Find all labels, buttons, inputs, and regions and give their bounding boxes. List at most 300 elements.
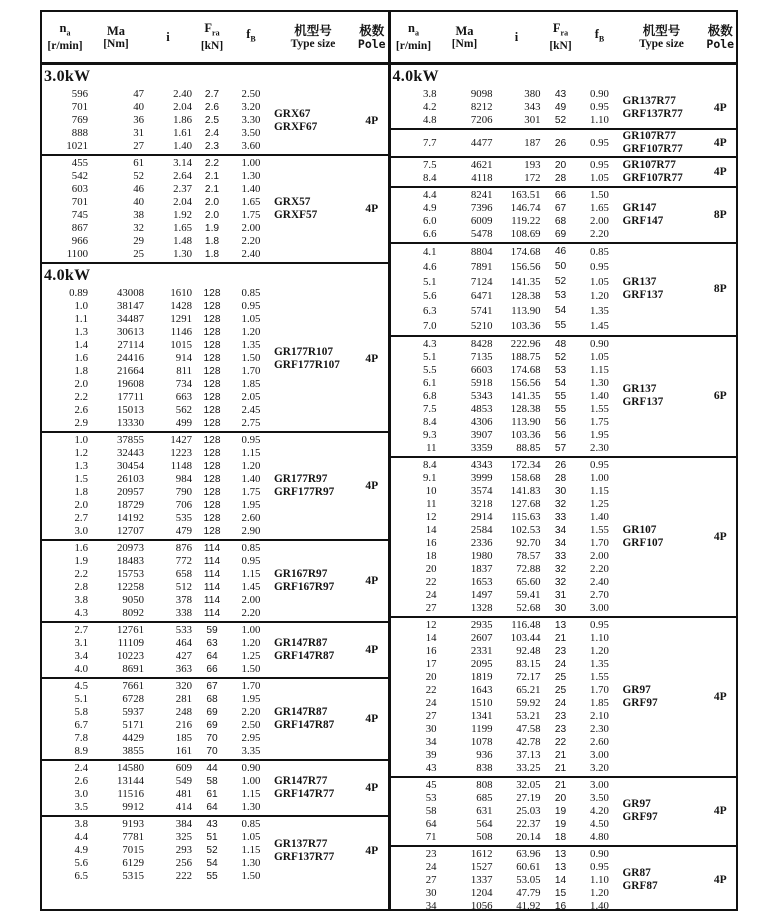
cell-na: 45 (425, 778, 437, 791)
column-header-type-size (270, 24, 356, 51)
cell-ma: 6009 (470, 215, 493, 227)
cell-ma: 4621 (470, 159, 493, 171)
cell-na: 27 (425, 601, 437, 614)
cell-i: 481 (175, 788, 192, 800)
cell-fra: 53 (554, 290, 567, 302)
cell-ma: 46 (133, 183, 144, 195)
cell-i: 52.68 (516, 601, 541, 614)
table-row (391, 736, 619, 749)
cell-fb: 1.20 (590, 886, 609, 899)
cell-fra: 30 (554, 485, 567, 497)
cell-fra: 25 (554, 671, 567, 683)
cell-na: 9.3 (423, 428, 437, 441)
cell-na: 1.8 (74, 365, 88, 377)
fb-subscript: B (250, 34, 256, 44)
cell-fra: 64 (206, 651, 218, 662)
cell-fb: 1.45 (241, 581, 261, 593)
table-row (391, 589, 619, 602)
cell-fra: 128 (203, 435, 221, 446)
cell-na: 6.8 (423, 389, 437, 402)
cell-i: 914 (175, 352, 192, 364)
cell-fra: 51 (206, 832, 218, 843)
cell-na: 5.8 (74, 706, 88, 718)
column-header-ma (88, 24, 144, 51)
column-header-row (42, 12, 388, 65)
table-row (42, 637, 270, 650)
cell-ma: 1199 (471, 722, 493, 735)
cell-ma: 4118 (471, 172, 493, 184)
cell-ma: 21664 (117, 365, 144, 377)
fra-symbol: F (552, 20, 561, 35)
cell-fb: 1.15 (241, 568, 261, 580)
cell-ma: 808 (476, 778, 493, 791)
fra-symbol: F (204, 20, 213, 35)
cell-ma: 1056 (470, 899, 493, 909)
cell-ma: 15753 (117, 568, 144, 580)
table-row (42, 365, 270, 378)
type-group (42, 817, 388, 884)
cell-fra: 53 (554, 364, 567, 376)
type-size-line: GRF97 (622, 811, 658, 824)
column-header-fra (192, 21, 232, 54)
cell-i: 222.96 (510, 337, 541, 350)
cell-ma: 34487 (117, 313, 144, 325)
power-section-title: 3.0kW (44, 68, 91, 85)
cell-fb: 2.20 (590, 562, 609, 575)
cell-i: 25.03 (516, 804, 541, 817)
group-number-block (391, 618, 619, 776)
cell-ma: 9050 (122, 594, 144, 606)
cell-fb: 2.30 (590, 722, 609, 735)
table-row (42, 313, 270, 326)
type-group (391, 244, 737, 337)
cell-i: 172.34 (510, 458, 541, 471)
cell-i: 320 (175, 680, 192, 692)
cell-fb: 3.35 (241, 745, 261, 757)
cell-fb: 1.40 (590, 510, 609, 523)
cell-fb: 3.00 (590, 748, 609, 761)
cell-i: 53.05 (516, 873, 541, 886)
type-size-line: GRF137R77 (622, 107, 683, 120)
cell-ma: 3218 (470, 497, 493, 510)
cell-i: 363 (175, 663, 192, 675)
cell-fb: 0.90 (590, 337, 609, 350)
group-number-block (42, 433, 270, 539)
cell-i: 72.17 (516, 670, 541, 683)
type-size-line: GRF177R97 (274, 486, 335, 498)
column-header-na (42, 21, 88, 54)
cell-fra: 114 (203, 608, 221, 619)
cell-na: 596 (71, 88, 88, 100)
ma-unit: [Nm] (451, 37, 478, 50)
cell-ma: 47 (133, 88, 144, 100)
cell-fra: 19 (554, 805, 567, 817)
table-row (391, 459, 619, 472)
table-row (42, 300, 270, 313)
cell-ma: 12258 (117, 581, 144, 593)
pole-label: 4P (713, 137, 727, 149)
cell-fra: 57 (554, 442, 567, 454)
cell-fb: 1.05 (590, 275, 609, 288)
cell-ma: 7396 (470, 202, 493, 214)
type-size-cn: 机型号 (294, 23, 332, 38)
cell-ma: 5171 (122, 719, 144, 731)
table-row (42, 624, 270, 637)
cell-na: 3.0 (74, 788, 88, 800)
cell-i: 163.51 (510, 189, 541, 201)
cell-fb: 1.25 (590, 497, 609, 510)
cell-i: 113.90 (511, 415, 541, 428)
table-row (42, 762, 270, 775)
cell-ma: 38147 (117, 300, 144, 312)
table-row (391, 524, 619, 537)
cell-na: 71 (425, 830, 437, 843)
table-row (391, 563, 619, 576)
cell-ma: 30613 (117, 326, 144, 338)
cell-na: 14 (425, 523, 437, 536)
cell-fb: 0.95 (241, 300, 261, 312)
table-row (42, 818, 270, 831)
table-row (391, 861, 619, 874)
table-row (42, 417, 270, 430)
cell-na: 18 (425, 549, 437, 562)
cell-fb: 0.95 (590, 101, 609, 113)
cell-fra: 128 (203, 392, 221, 403)
cell-fra: 33 (554, 550, 567, 562)
table-row (391, 831, 619, 844)
cell-fra: 128 (203, 448, 221, 459)
table-row (391, 792, 619, 805)
cell-fb: 1.65 (241, 196, 261, 208)
cell-fra: 128 (203, 461, 221, 472)
cell-i: 32.05 (516, 778, 541, 791)
cell-ma: 13144 (117, 775, 144, 787)
power-section-title: 4.0kW (392, 68, 439, 85)
type-size-label (619, 188, 705, 242)
cell-ma: 8804 (470, 246, 493, 258)
cell-fb: 0.90 (590, 847, 609, 860)
cell-fra: 2.1 (204, 171, 220, 182)
cell-fb: 1.20 (241, 460, 261, 472)
cell-na: 34 (425, 735, 437, 748)
cell-fra: 33 (554, 511, 567, 523)
cell-i: 1.48 (173, 235, 192, 247)
cell-ma: 1527 (470, 860, 493, 873)
cell-na: 4.2 (423, 101, 437, 113)
cell-i: 533 (175, 624, 192, 636)
cell-fra: 2.3 (204, 141, 220, 152)
cell-ma: 37855 (117, 434, 144, 446)
type-group (391, 618, 737, 778)
table-row (42, 196, 270, 209)
cell-i: 103.36 (510, 428, 541, 441)
cell-i: 384 (175, 818, 192, 830)
cell-ma: 1819 (470, 670, 493, 683)
cell-ma: 17711 (117, 391, 144, 403)
cell-fb: 2.20 (241, 235, 261, 247)
cell-fra: 49 (554, 102, 567, 113)
table-row (42, 650, 270, 663)
table-row (42, 326, 270, 339)
fra-unit: [kN] (200, 40, 224, 53)
table-row (391, 762, 619, 775)
cell-na: 6.7 (74, 719, 88, 731)
type-size-line: GR137 (622, 276, 657, 289)
cell-ma: 7661 (122, 680, 144, 692)
cell-ma: 11516 (117, 788, 144, 800)
cell-na: 1.0 (74, 300, 88, 312)
cell-fra: 24 (554, 658, 567, 670)
cell-i: 193 (524, 159, 541, 171)
group-number-block (391, 158, 619, 186)
cell-ma: 3999 (470, 471, 493, 484)
column-header-fra (541, 21, 581, 54)
table-row (391, 245, 619, 260)
cell-fra: 23 (554, 723, 567, 735)
pole-cn: 极数 (707, 23, 733, 38)
type-size-label (619, 158, 705, 186)
type-size-line: GRF97 (622, 696, 658, 709)
group-number-block (42, 156, 270, 262)
table-row (42, 434, 270, 447)
cell-fra: 13 (554, 619, 567, 631)
cell-na: 3.4 (74, 650, 88, 662)
cell-fra: 69 (206, 720, 218, 731)
table-row (42, 870, 270, 883)
table-row (42, 745, 270, 758)
cell-fb: 2.40 (241, 248, 261, 260)
cell-ma: 936 (476, 748, 493, 761)
cell-fb: 2.00 (590, 549, 609, 562)
cell-fra: 32 (554, 563, 567, 575)
cell-i: 479 (175, 525, 192, 537)
spec-table (40, 10, 738, 911)
group-number-block (42, 286, 270, 431)
cell-fb: 1.00 (241, 157, 261, 169)
table-row (42, 248, 270, 261)
pole-label: 4P (713, 805, 727, 818)
type-size-en: Type size (639, 37, 684, 50)
cell-fra: 114 (203, 595, 221, 606)
cell-fb: 1.00 (241, 624, 261, 636)
cell-ma: 2607 (470, 631, 493, 644)
type-size-label (270, 761, 356, 815)
pole-label: 4P (365, 644, 379, 656)
table-left-body (42, 65, 388, 909)
cell-fra: 31 (554, 589, 567, 601)
cell-fb: 1.70 (241, 365, 261, 377)
cell-fb: 1.50 (590, 189, 609, 201)
cell-fb: 1.85 (590, 696, 609, 709)
cell-fra: 2.1 (204, 184, 220, 195)
table-row (42, 499, 270, 512)
cell-na: 6.5 (74, 870, 88, 882)
cell-i: 562 (175, 404, 192, 416)
cell-na: 5.6 (74, 857, 88, 869)
cell-fb: 1.05 (241, 313, 261, 325)
cell-na: 5.1 (423, 350, 437, 363)
group-number-block (391, 847, 619, 909)
cell-na: 4.0 (74, 663, 88, 675)
type-group (391, 778, 737, 847)
table-row (391, 215, 619, 228)
cell-fra: 56 (554, 416, 567, 428)
table-row (42, 222, 270, 235)
cell-i: 65.60 (516, 575, 541, 588)
cell-na: 16 (425, 536, 437, 549)
cell-fb: 2.40 (590, 575, 609, 588)
cell-na: 4.6 (423, 260, 437, 273)
type-size-label (619, 130, 705, 156)
cell-ma: 7124 (470, 275, 493, 288)
cell-i: 325 (175, 831, 192, 843)
cell-ma: 11109 (117, 637, 144, 649)
table-row (391, 511, 619, 524)
cell-na: 24 (425, 696, 437, 709)
cell-fra: 2.0 (204, 197, 220, 208)
pole-en: Pole (706, 36, 735, 51)
cell-fra: 52 (206, 845, 218, 856)
cell-fra: 44 (206, 763, 218, 774)
cell-fra: 16 (554, 900, 567, 909)
cell-fra: 2.6 (204, 102, 220, 113)
type-size-line: GRF147R87 (274, 650, 335, 662)
cell-na: 12 (425, 618, 437, 631)
pole-label: 4P (365, 575, 379, 587)
cell-na: 6.3 (423, 305, 437, 318)
cell-ma: 3855 (122, 745, 144, 757)
cell-na: 1021 (66, 140, 88, 152)
table-row (391, 416, 619, 429)
table-row (42, 447, 270, 460)
cell-fb: 3.20 (590, 761, 609, 774)
type-size-line: GR107R77 (622, 130, 676, 142)
cell-na: 6.0 (423, 215, 437, 227)
cell-na: 2.2 (74, 391, 88, 403)
cell-fra: 52 (554, 351, 567, 363)
cell-ma: 14192 (117, 512, 144, 524)
pole-label: 4P (365, 480, 379, 492)
table-row (391, 818, 619, 831)
cell-fb: 1.55 (590, 670, 609, 683)
group-number-block (391, 87, 619, 128)
cell-i: 174.68 (510, 246, 541, 258)
cell-fra: 114 (203, 556, 221, 567)
table-row (42, 378, 270, 391)
cell-ma: 38 (133, 209, 144, 221)
cell-na: 2.2 (74, 568, 88, 580)
cell-fb: 2.20 (590, 228, 609, 240)
power-section-title: 4.0kW (44, 267, 91, 284)
type-size-line: GR137R77 (622, 94, 676, 107)
group-number-block (42, 679, 270, 759)
table-row (391, 289, 619, 304)
table-row (391, 472, 619, 485)
cell-ma: 1328 (470, 601, 493, 614)
cell-na: 455 (71, 157, 88, 169)
cell-fra: 114 (203, 582, 221, 593)
cell-i: 128.38 (510, 290, 541, 303)
cell-ma: 685 (476, 791, 493, 804)
cell-i: 78.57 (516, 549, 541, 562)
cell-i: 88.85 (516, 441, 541, 454)
cell-na: 11 (426, 441, 437, 454)
cell-fb: 0.95 (241, 434, 261, 446)
table-row (391, 645, 619, 658)
cell-i: 1428 (170, 300, 192, 312)
cell-ma: 1980 (470, 549, 493, 562)
table-row (42, 706, 270, 719)
cell-ma: 838 (476, 761, 493, 774)
cell-ma: 5741 (470, 305, 493, 318)
cell-fra: 55 (554, 319, 567, 331)
na-unit: [r/min] (47, 40, 83, 53)
cell-fb: 3.30 (241, 114, 261, 126)
cell-ma: 14580 (117, 762, 144, 774)
cell-ma: 1643 (470, 683, 493, 696)
cell-ma: 2584 (470, 523, 493, 536)
table-row (42, 775, 270, 788)
cell-i: 187 (524, 136, 541, 149)
cell-ma: 5343 (470, 389, 493, 402)
cell-i: 141.83 (510, 484, 541, 497)
cell-i: 146.74 (510, 202, 541, 214)
cell-ma: 2935 (470, 618, 493, 631)
cell-na: 24 (425, 860, 437, 873)
cell-i: 281 (175, 693, 192, 705)
table-row (42, 473, 270, 486)
cell-fra: 54 (554, 305, 567, 317)
cell-na: 23 (425, 847, 437, 860)
cell-fra: 128 (203, 366, 221, 377)
cell-ma: 1510 (470, 696, 493, 709)
cell-i: 103.44 (510, 631, 541, 644)
cell-fra: 21 (554, 779, 567, 791)
type-group (391, 130, 737, 158)
table-row (391, 88, 619, 101)
type-size-line: GR147R77 (274, 775, 328, 787)
cell-fra: 48 (554, 338, 567, 350)
type-group (391, 458, 737, 618)
table-row (391, 485, 619, 498)
cell-na: 24 (425, 588, 437, 601)
cell-fb: 2.50 (241, 719, 261, 731)
cell-fra: 67 (554, 203, 567, 214)
table-row (391, 338, 619, 351)
cell-fra: 52 (554, 275, 567, 287)
cell-fb: 1.20 (590, 290, 609, 303)
cell-fb: 1.35 (590, 305, 609, 318)
fra-unit: [kN] (549, 40, 572, 53)
cell-fb: 0.90 (590, 88, 609, 100)
cell-fra: 114 (203, 543, 221, 554)
column-header-pole (356, 24, 388, 51)
cell-fb: 1.50 (241, 870, 261, 882)
table-row (391, 377, 619, 390)
cell-i: 65.21 (516, 683, 541, 696)
cell-i: 3.14 (173, 157, 192, 169)
cell-fb: 1.30 (241, 857, 261, 869)
table-row (391, 429, 619, 442)
cell-fra: 128 (203, 418, 221, 429)
cell-fb: 2.60 (241, 512, 261, 524)
cell-fra: 114 (203, 569, 221, 580)
cell-na: 7.5 (423, 159, 437, 171)
cell-fb: 1.55 (590, 402, 609, 415)
pole-en: Pole (357, 36, 386, 51)
cell-fb: 1.40 (241, 473, 261, 485)
column-header-na (391, 21, 437, 54)
